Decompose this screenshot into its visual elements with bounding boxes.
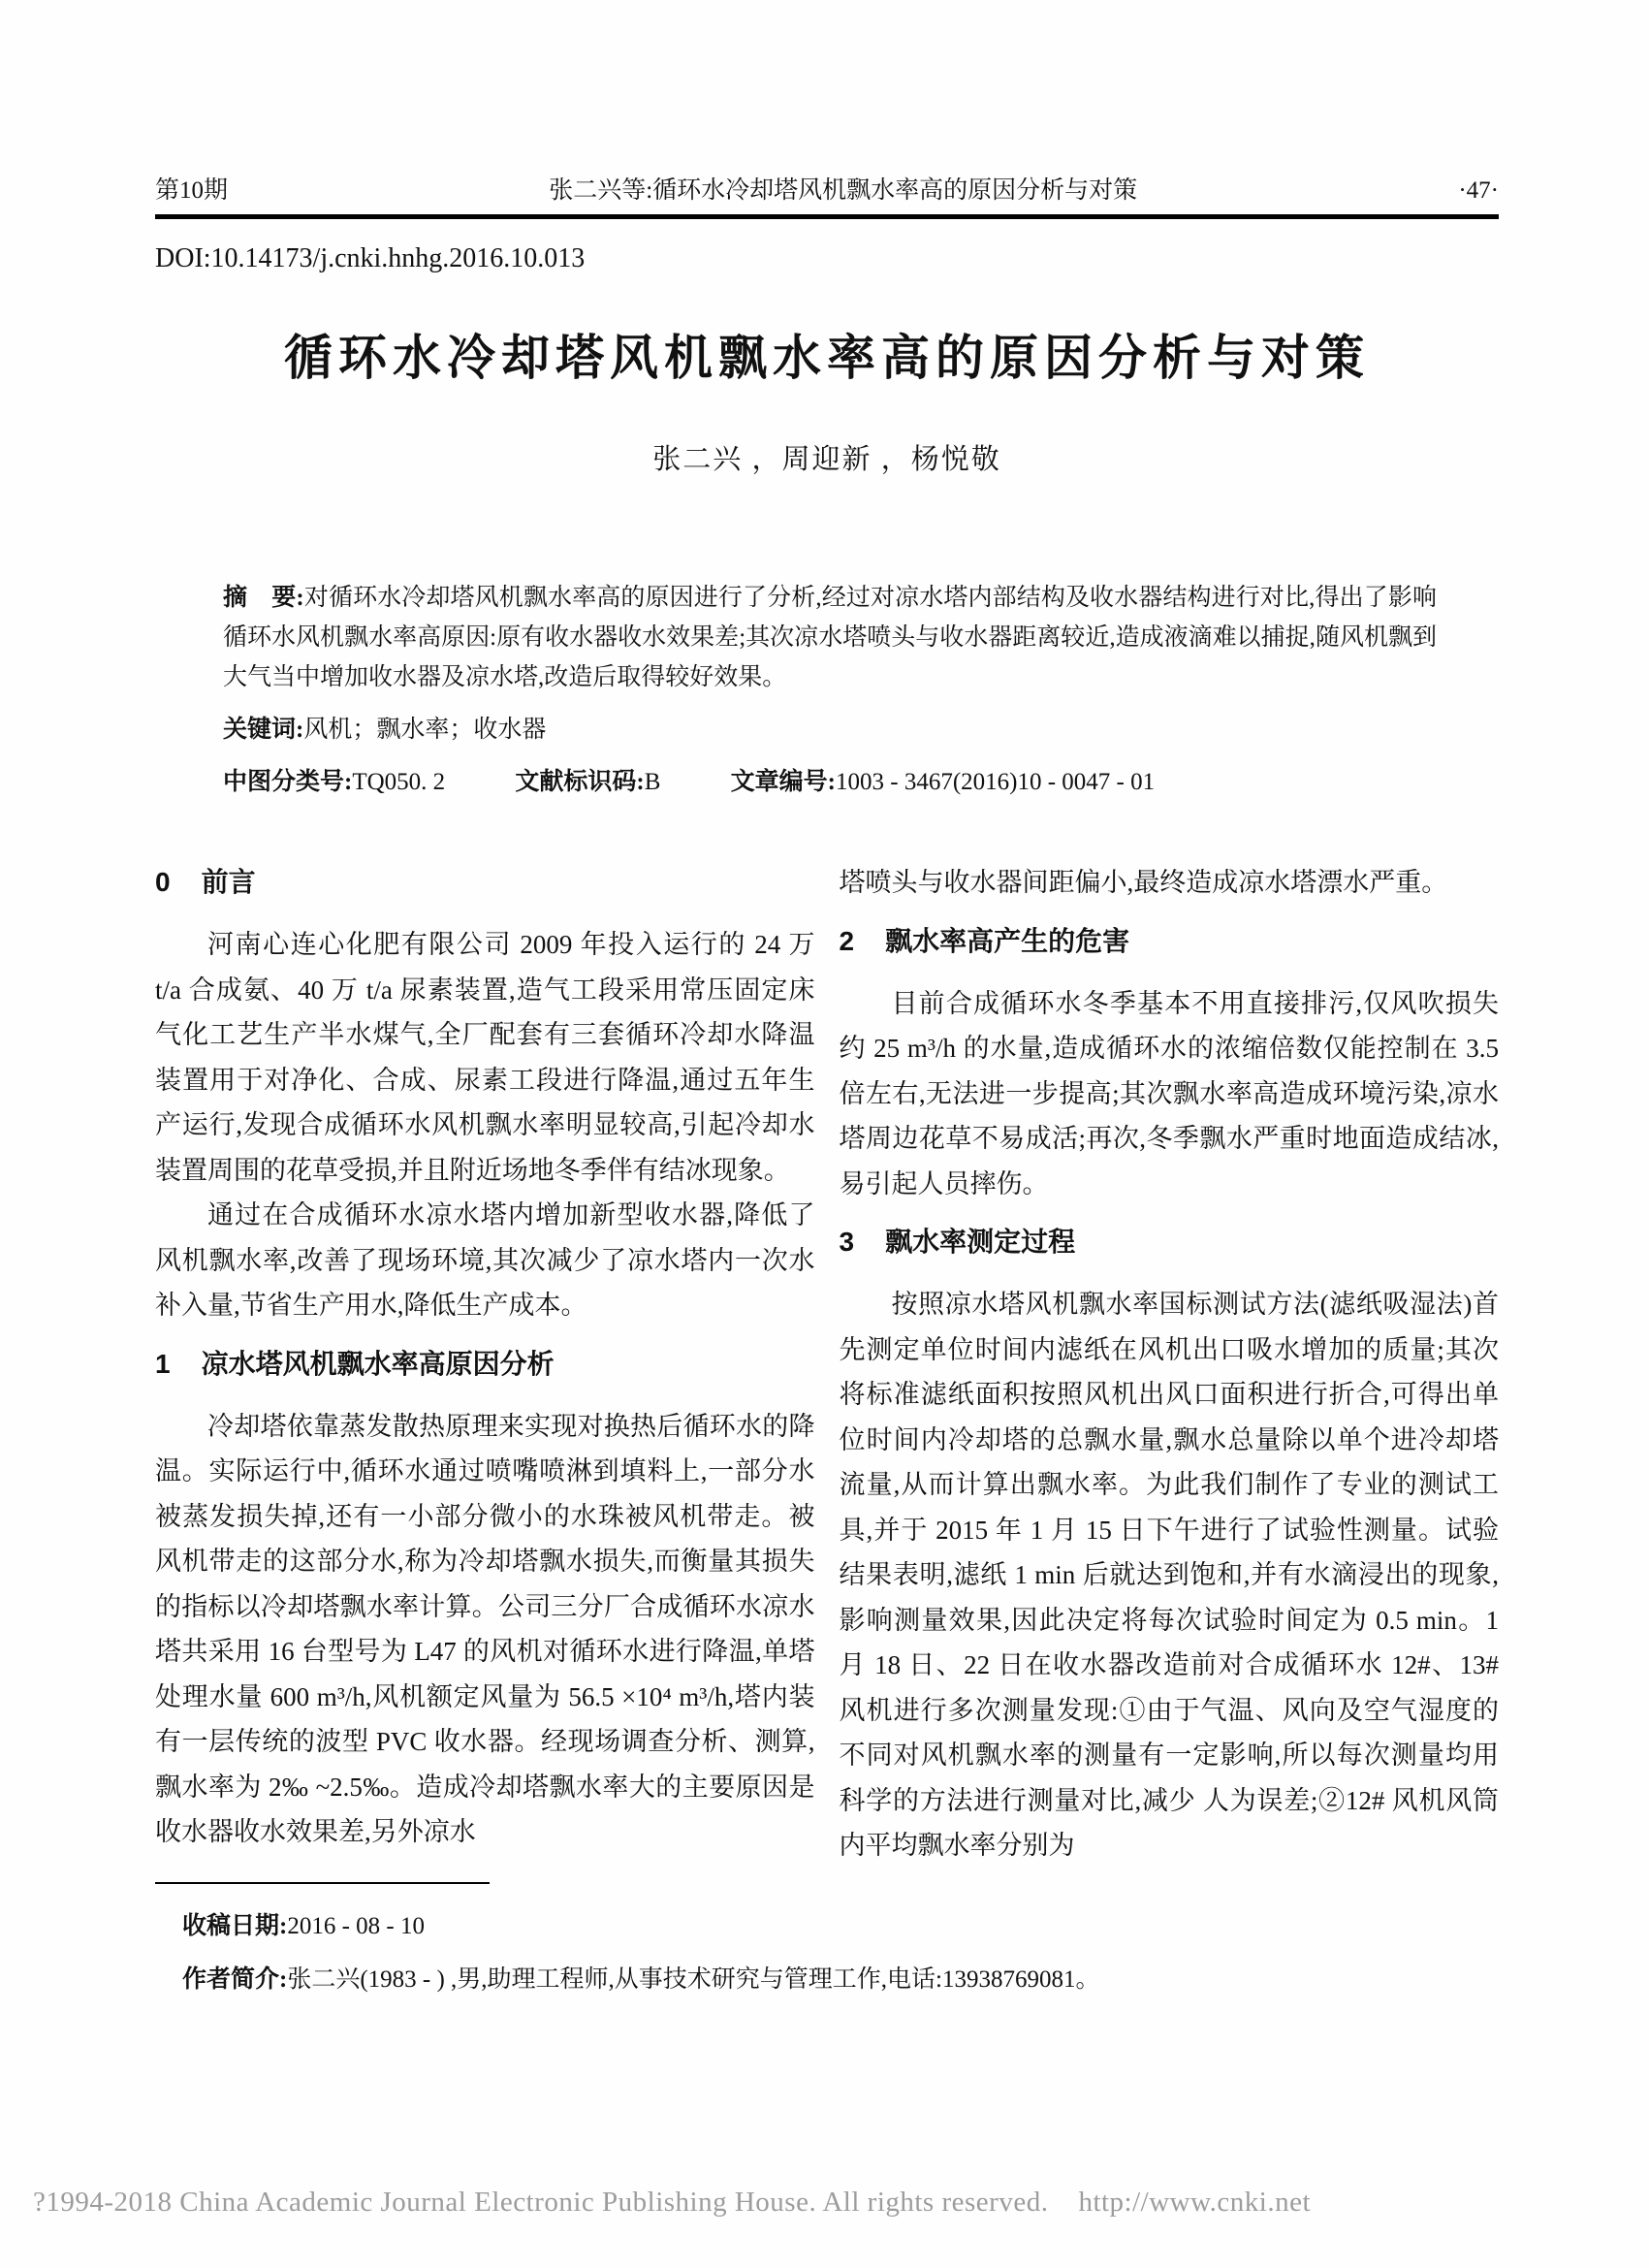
abstract xyxy=(223,578,1437,697)
doc-code-value: B xyxy=(644,769,661,795)
author-bio-label: 作者简介: xyxy=(182,1965,288,1993)
section-title: 前言 xyxy=(201,867,256,897)
keywords-label: 关键词: xyxy=(223,717,304,743)
section-heading-3 xyxy=(840,1220,1500,1264)
keywords-text: 风机；飘水率；收水器 xyxy=(303,717,547,743)
paragraph: 河南心连心化肥有限公司 2009 年投入运行的 24 万 t/a 合成氨、40 万 t/a 尿素装置,造气工段采用常压固定床气化工艺生产半水煤气,全厂配套有三套循环冷却水降温装置用于对净化、合成、尿素工段进行降温,通过五年生产运行,发现合成循环水风机飘水率明显较高,引起冷却水装置周围的花草受损,并且附近场地冬季伴有结冰现象。 xyxy=(155,930,815,1185)
doi: DOI:10.14173/j.cnki.hnhg.2016.10.013 xyxy=(155,243,586,273)
footnote-divider xyxy=(155,1882,490,1884)
section-title: 凉水塔风机飘水率高原因分析 xyxy=(201,1348,555,1379)
paragraph: 目前合成循环水冬季基本不用直接排污,仅风吹损失约 25 m³/h 的水量,造成循环水的浓缩倍数仅能控制在 3.5 倍左右,无法进一步提高;其次飘水率高造成环境污染,凉水塔周边花草不易成活;再次,冬季飘水严重时地面造成结冰,易引起人员摔伤。 xyxy=(839,988,1499,1198)
cnki-watermark: ?1994-2018 China Academic Journal Electronic Publishing House. All rights reserved. http://www.cnki.net xyxy=(33,2187,1312,2218)
section-number: 0 xyxy=(155,867,171,897)
paragraph-continuation: 塔喷头与收水器间距偏小,最终造成凉水塔漂水严重。 xyxy=(839,868,1448,897)
paragraph: 按照凉水塔风机飘水率国标测试方法(滤纸吸湿法)首先测定单位时间内滤纸在风机出口吸水增加的质量;其次将标准滤纸面积按照风机出风口面积进行折合,可得出单位时间内冷却塔的总飘水量,飘水总量除以单个进冷却塔流量,从而计算出飘水率。为此我们制作了专业的测试工具,并于 2015 年 1 月 15 日下午进行了试验性测量。试验结果表明,滤纸 1 min 后就达到饱和,并有水滴浸出的现象,影响测量效果,因此决定将每次试验时间定为 0.5 min。1 月 18 日、22 日在收水器改造前对合成循环水 12#、13# 风机进行多次测量发现:①由于气温、风向及空气湿度的不同对风机飘水率的测量有一定影响,所以每次测量均用科学的方法进行测量对比,减少 人为误差;②12# 风机风筒内平均飘水率分别为 xyxy=(839,1290,1499,1860)
header-divider xyxy=(155,214,1499,219)
abstract-label: 摘 要: xyxy=(223,585,304,611)
article-no-label: 文章编号: xyxy=(730,769,836,795)
footnote-block xyxy=(155,1882,1499,2006)
page-number: ·47· xyxy=(1458,177,1499,204)
section-number: 3 xyxy=(839,1227,855,1257)
section-title: 飘水率测定过程 xyxy=(885,1227,1076,1257)
section-title: 飘水率高产生的危害 xyxy=(885,925,1130,956)
doc-code-label: 文献标识码: xyxy=(515,769,645,795)
clc-value: TQ050. 2 xyxy=(352,769,446,795)
clc-label: 中图分类号: xyxy=(223,769,353,795)
classification-line xyxy=(223,762,1437,802)
article-no-value: 1003 - 3467(2016)10 - 0047 - 01 xyxy=(836,769,1156,795)
keywords xyxy=(223,710,1437,750)
received-date-value: 2016 - 08 - 10 xyxy=(287,1912,425,1939)
body-columns xyxy=(155,860,1499,1869)
section-number: 2 xyxy=(839,925,855,956)
paragraph: 冷却塔依靠蒸发散热原理来实现对换热后循环水的降温。实际运行中,循环水通过喷嘴喷淋到填料上,一部分水被蒸发损失掉,还有一小部分微小的水珠被风机带走。被风机带走的这部分水,称为冷却塔飘水损失,而衡量其损失的指标以冷却塔飘水率计算。公司三分厂合成循环水凉水塔共采用 16 台型号为 L47 的风机对循环水进行降温,单塔处理水量 600 m³/h,风机额定风量为 56.5 ×10⁴ m³/h,塔内装有一层传统的波型 PVC 收水器。经现场调查分析、测算,飘水率为 2‰ ~2.5‰。造成冷却塔飘水率大的主要原因是收水器收水效果差,另外凉水 xyxy=(155,1411,815,1846)
abstract-text: 对循环水冷却塔风机飘水率高的原因进行了分析,经过对凉水塔内部结构及收水器结构进行对比,得出了影响循环水风机飘水率高原因:原有收水器收水效果差;其次凉水塔喷头与收水器距离较近,造成液滴难以捕捉,随风机飘到大气当中增加收水器及凉水塔,改造后取得较好效果。 xyxy=(223,585,1438,690)
paragraph: 通过在合成循环水凉水塔内增加新型收水器,降低了风机飘水率,改善了现场环境,其次减少了凉水塔内一次水补入量,节省生产用水,降低生产成本。 xyxy=(155,1200,815,1320)
abstract-block xyxy=(155,578,1499,802)
section-heading-1 xyxy=(155,1342,815,1387)
left-column xyxy=(155,860,815,1869)
received-date xyxy=(155,1900,1499,1953)
section-number: 1 xyxy=(155,1348,171,1379)
author-bio xyxy=(155,1953,1499,2006)
article-authors: 张二兴 ，周迎新 ，杨悦敬 xyxy=(652,444,1001,475)
right-column xyxy=(840,860,1500,1869)
page-content xyxy=(155,171,1499,2006)
received-date-label: 收稿日期: xyxy=(182,1912,288,1939)
running-title: 张二兴等:循环水冷却塔风机飘水率高的原因分析与对策 xyxy=(549,177,1138,204)
section-heading-0 xyxy=(155,860,815,905)
running-header xyxy=(155,171,1499,206)
section-heading-2 xyxy=(840,919,1500,964)
issue-number: 第10期 xyxy=(155,177,229,204)
author-bio-text: 张二兴(1983 - ) ,男,助理工程师,从事技术研究与管理工作,电话:13938769081。 xyxy=(287,1965,1100,1993)
article-title: 循环水冷却塔风机飘水率高的原因分析与对策 xyxy=(284,331,1370,385)
